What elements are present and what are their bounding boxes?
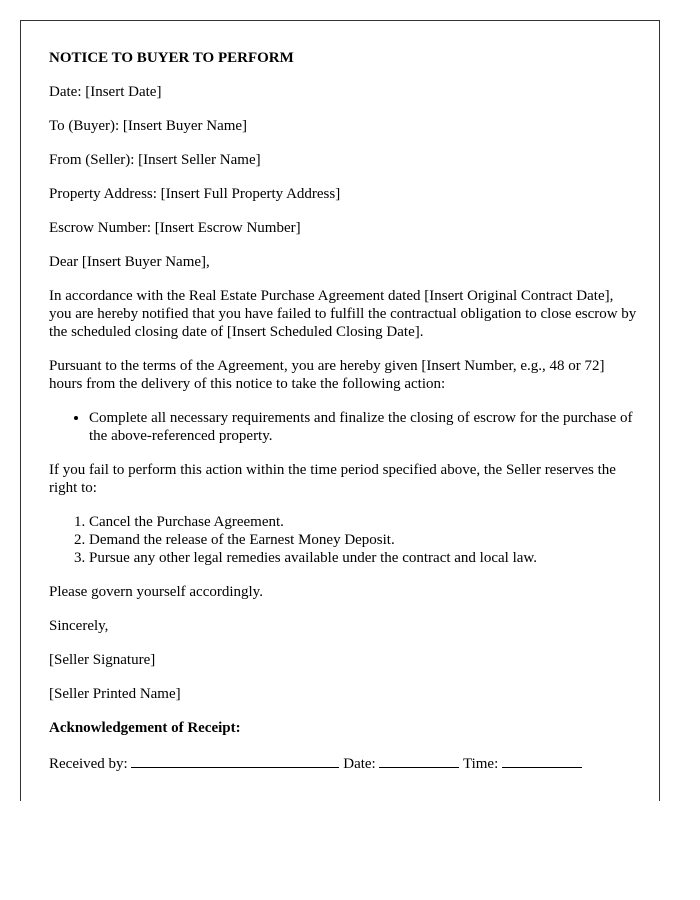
remedy-item: 1. Cancel the Purchase Agreement. xyxy=(89,513,639,531)
printed-name-placeholder: [Seller Printed Name] xyxy=(49,686,181,702)
document-body xyxy=(49,49,639,773)
received-by-label: Received by: xyxy=(49,756,128,772)
escrow-number-line: Escrow Number: [Insert Escrow Number] xyxy=(49,220,301,236)
remedies-list xyxy=(49,513,639,567)
to-line: To (Buyer): [Insert Buyer Name] xyxy=(49,118,248,134)
date-blank xyxy=(379,753,459,768)
property-address-line: Property Address: [Insert Full Property Address] xyxy=(49,186,341,202)
document-title: NOTICE TO BUYER TO PERFORM xyxy=(49,50,294,66)
salutation: Dear [Insert Buyer Name], xyxy=(49,254,210,270)
closing-instruction: Please govern yourself accordingly. xyxy=(49,584,263,600)
signature-placeholder: [Seller Signature] xyxy=(49,652,156,668)
remedy-item: 3. Pursue any other legal remedies available under the contract and local law. xyxy=(89,549,639,567)
remedy-item: 2. Demand the release of the Earnest Money Deposit. xyxy=(89,531,639,549)
acknowledgement-heading: Acknowledgement of Receipt: xyxy=(49,720,241,736)
document-page xyxy=(20,20,660,801)
time-label: Time: xyxy=(462,756,499,772)
received-by-blank xyxy=(131,753,339,768)
time-blank xyxy=(502,753,582,768)
action-item: • Complete all necessary requirements and finalize the closing of escrow for the purchase of the above-referenced property. xyxy=(89,409,639,445)
paragraph-notice: In accordance with the Real Estate Purchase Agreement dated [Insert Original Contract Date], you are hereby notified that you have failed to fulfill the contractual obligation to close escrow by the scheduled closing date of [Insert Scheduled Closing Date]. xyxy=(49,288,637,340)
action-list xyxy=(49,409,639,445)
receipt-line xyxy=(49,753,639,773)
valediction: Sincerely, xyxy=(49,618,109,634)
paragraph-remedies-intro: If you fail to perform this action within the time period specified above, the Seller reserves the right to: xyxy=(49,462,616,496)
date-line: Date: [Insert Date] xyxy=(49,84,162,100)
paragraph-terms: Pursuant to the terms of the Agreement, you are hereby given [Insert Number, e.g., 48 or 72] hours from the delivery of this notice to take the following action: xyxy=(49,358,605,392)
date-label: Date: xyxy=(343,756,376,772)
from-line: From (Seller): [Insert Seller Name] xyxy=(49,152,261,168)
